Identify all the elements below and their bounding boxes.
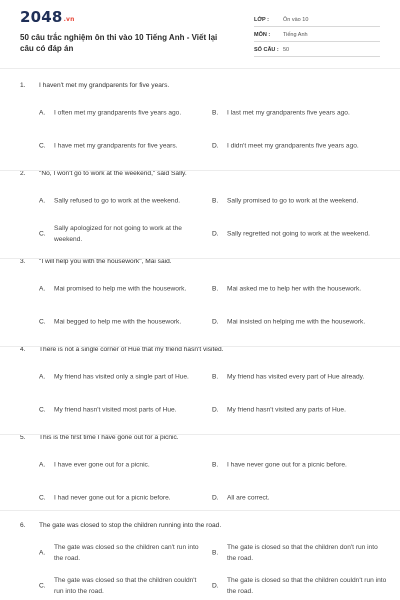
option-letter: C. bbox=[39, 494, 46, 501]
question-divider bbox=[0, 346, 400, 347]
option-b[interactable] bbox=[212, 96, 382, 129]
logo-tld: .vn bbox=[63, 16, 75, 23]
option-row bbox=[0, 217, 400, 250]
option-letter: D. bbox=[212, 230, 219, 237]
option-text: The gate was closed so that the children couldn't run into the road. bbox=[54, 576, 197, 595]
option-d[interactable] bbox=[212, 393, 382, 426]
option-text: I have met my grandparents for five years. bbox=[54, 142, 178, 149]
option-letter: C. bbox=[39, 230, 46, 237]
option-text: My friend has visited every part of Hue already. bbox=[227, 373, 365, 380]
option-c[interactable] bbox=[39, 217, 209, 250]
question-stem bbox=[0, 162, 400, 184]
meta-subject bbox=[254, 29, 380, 42]
option-c[interactable] bbox=[39, 305, 209, 338]
question-stem bbox=[0, 426, 400, 448]
option-letter: A. bbox=[39, 549, 46, 556]
question-divider bbox=[0, 510, 400, 511]
question-2 bbox=[0, 162, 400, 250]
question-divider bbox=[0, 434, 400, 435]
option-text: I last met my grandparents five years ago. bbox=[227, 109, 350, 116]
meta-question-count bbox=[254, 44, 380, 57]
option-b[interactable] bbox=[212, 360, 382, 393]
option-letter: B. bbox=[212, 109, 219, 116]
option-row bbox=[0, 129, 400, 162]
option-c[interactable] bbox=[39, 569, 209, 600]
option-text: Mai promised to help me with the housework. bbox=[54, 285, 187, 292]
option-row bbox=[0, 305, 400, 338]
option-letter: B. bbox=[212, 373, 219, 380]
option-text: Mai insisted on helping me with the housework. bbox=[227, 318, 366, 325]
meta-grade-value: Ôn vào 10 bbox=[283, 17, 309, 23]
question-1 bbox=[0, 74, 400, 162]
option-letter: A. bbox=[39, 285, 46, 292]
option-text: The gate is closed so that the children don't run into the road. bbox=[227, 543, 378, 562]
option-letter: A. bbox=[39, 109, 46, 116]
option-d[interactable] bbox=[212, 217, 382, 250]
question-divider bbox=[0, 170, 400, 171]
option-row bbox=[0, 393, 400, 426]
option-c[interactable] bbox=[39, 393, 209, 426]
option-letter: B. bbox=[212, 549, 219, 556]
question-number: 3. bbox=[20, 258, 26, 265]
question-text: "I will help you with the housework", Mai said. bbox=[39, 258, 172, 265]
option-letter: C. bbox=[39, 318, 46, 325]
option-letter: D. bbox=[212, 406, 219, 413]
option-a[interactable] bbox=[39, 360, 209, 393]
meta-grade-label: LỚP : bbox=[254, 17, 269, 23]
option-b[interactable] bbox=[212, 272, 382, 305]
option-text: My friend hasn't visited any parts of Hue. bbox=[227, 406, 346, 413]
option-letter: A. bbox=[39, 373, 46, 380]
header-divider bbox=[0, 68, 400, 69]
option-letter: D. bbox=[212, 494, 219, 501]
option-row bbox=[0, 448, 400, 481]
meta-grade bbox=[254, 14, 380, 27]
option-row bbox=[0, 184, 400, 217]
question-text: "No, I won't go to work at the weekend," said Sally. bbox=[39, 170, 187, 177]
question-stem bbox=[0, 74, 400, 96]
option-d[interactable] bbox=[212, 569, 387, 600]
question-list bbox=[0, 74, 400, 600]
option-text: I had never gone out for a picnic before. bbox=[54, 494, 171, 501]
option-row bbox=[0, 360, 400, 393]
option-text: The gate was closed so the children can't run into the road. bbox=[54, 543, 199, 562]
option-letter: D. bbox=[212, 318, 219, 325]
document-title: 50 câu trắc nghiệm ôn thi vào 10 Tiếng Anh - Viết lại câu có đáp án bbox=[20, 33, 218, 53]
option-b[interactable] bbox=[212, 448, 382, 481]
option-text: I have never gone out for a picnic before. bbox=[227, 461, 347, 468]
option-text: I often met my grandparents five years ago. bbox=[54, 109, 182, 116]
option-a[interactable] bbox=[39, 184, 209, 217]
option-a[interactable] bbox=[39, 272, 209, 305]
option-text: Sally regretted not going to work at the weekend. bbox=[227, 230, 370, 237]
question-number: 5. bbox=[20, 434, 26, 441]
option-letter: B. bbox=[212, 285, 219, 292]
option-b[interactable] bbox=[212, 184, 382, 217]
document-header bbox=[0, 0, 400, 62]
option-text: My friend hasn't visited most parts of Hue. bbox=[54, 406, 177, 413]
question-6 bbox=[0, 514, 400, 600]
question-text: There is not a single corner of Hue that my friend hasn't visited. bbox=[39, 346, 224, 353]
option-row bbox=[0, 569, 400, 600]
option-text: The gate is closed so that the children couldn't run into the road. bbox=[227, 576, 387, 595]
option-text: Sally apologized for not going to work at the weekend. bbox=[54, 224, 182, 243]
question-number: 6. bbox=[20, 522, 26, 529]
option-b[interactable] bbox=[212, 536, 382, 569]
option-d[interactable] bbox=[212, 305, 382, 338]
meta-subject-value: Tiếng Anh bbox=[283, 32, 308, 38]
question-number: 4. bbox=[20, 346, 26, 353]
question-divider bbox=[0, 258, 400, 259]
option-text: I didn't meet my grandparents five years ago. bbox=[227, 142, 359, 149]
option-letter: C. bbox=[39, 142, 46, 149]
question-3 bbox=[0, 250, 400, 338]
option-text: Mai asked me to help her with the housework. bbox=[227, 285, 362, 292]
question-number: 2. bbox=[20, 170, 26, 177]
question-text: This is the first time I have gone out for a picnic. bbox=[39, 434, 179, 441]
option-letter: A. bbox=[39, 461, 46, 468]
meta-subject-label: MÔN : bbox=[254, 32, 271, 38]
option-row bbox=[0, 536, 400, 569]
option-c[interactable] bbox=[39, 129, 209, 162]
option-letter: B. bbox=[212, 461, 219, 468]
question-5 bbox=[0, 426, 400, 514]
option-text: Sally refused to go to work at the weekend. bbox=[54, 197, 181, 204]
question-4 bbox=[0, 338, 400, 426]
question-number: 1. bbox=[20, 82, 26, 89]
option-row bbox=[0, 96, 400, 129]
option-letter: A. bbox=[39, 197, 46, 204]
question-stem bbox=[0, 338, 400, 360]
option-a[interactable] bbox=[39, 448, 209, 481]
option-letter: B. bbox=[212, 197, 219, 204]
option-letter: D. bbox=[212, 142, 219, 149]
question-text: The gate was closed to stop the children running into the road. bbox=[39, 522, 222, 529]
option-a[interactable] bbox=[39, 536, 209, 569]
logo-text: 2048 bbox=[20, 8, 63, 26]
meta-count-value: 50 bbox=[283, 47, 290, 53]
site-logo[interactable] bbox=[20, 10, 75, 27]
option-letter: D. bbox=[212, 582, 219, 589]
option-letter: C. bbox=[39, 582, 46, 589]
question-stem bbox=[0, 250, 400, 272]
option-text: All are correct. bbox=[227, 494, 270, 501]
option-d[interactable] bbox=[212, 129, 382, 162]
question-stem bbox=[0, 514, 400, 536]
option-row bbox=[0, 272, 400, 305]
option-a[interactable] bbox=[39, 96, 209, 129]
option-letter: C. bbox=[39, 406, 46, 413]
option-text: I have ever gone out for a picnic. bbox=[54, 461, 150, 468]
option-text: Mai begged to help me with the housework. bbox=[54, 318, 182, 325]
meta-count-label: SỐ CÂU : bbox=[254, 47, 279, 53]
option-text: My friend has visited only a single part of Hue. bbox=[54, 373, 189, 380]
question-text: I haven't met my grandparents for five years. bbox=[39, 82, 170, 89]
option-text: Sally promised to go to work at the weekend. bbox=[227, 197, 359, 204]
